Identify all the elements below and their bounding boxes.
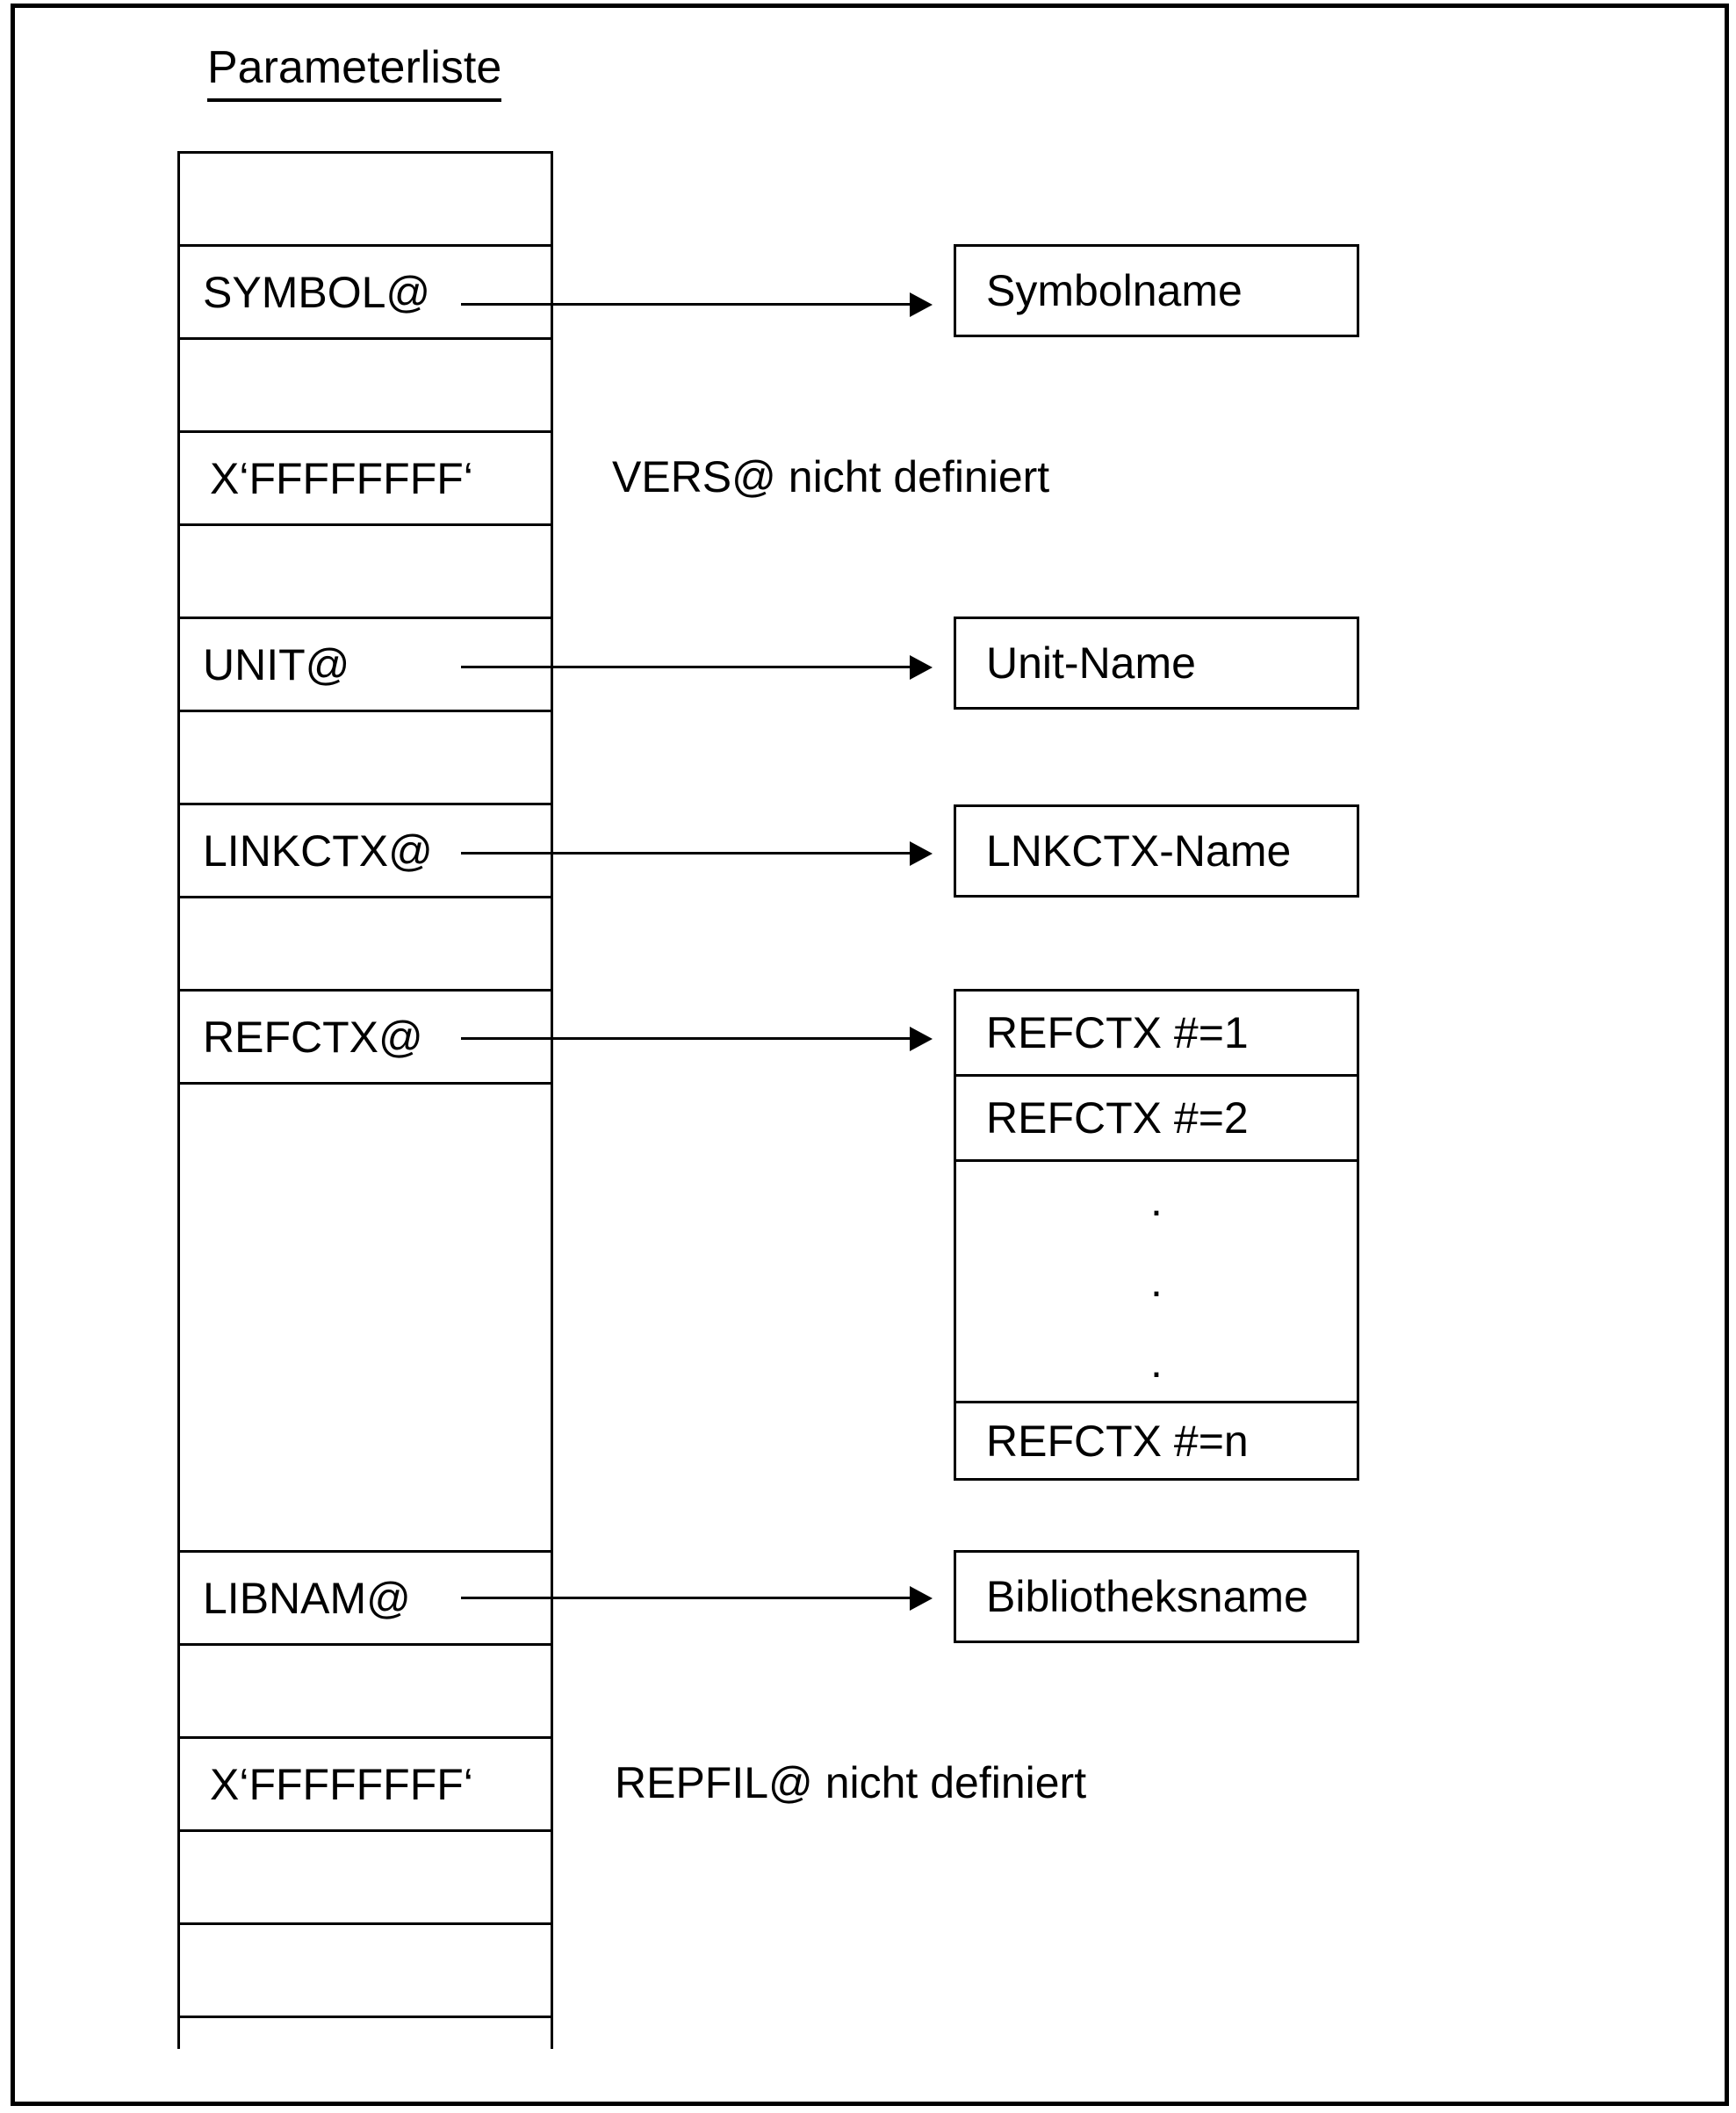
diagram-title-text: Parameterliste — [207, 42, 501, 102]
symbol-pointer-arrow — [461, 303, 910, 306]
parameter-list-table — [177, 151, 553, 2049]
cell-empty-5 — [180, 898, 551, 992]
box-lnkctx-name — [954, 804, 1359, 898]
refctx-ellipsis — [956, 1162, 1357, 1403]
cell-label: LIBNAM@ — [203, 1573, 411, 1623]
note-repfil-undefined: REPFIL@ nicht definiert — [615, 1758, 1087, 1807]
cell-libnam-at — [180, 1553, 551, 1646]
refctx-row-1-label: REFCTX #=1 — [986, 1008, 1249, 1057]
note-vers-undefined: VERS@ nicht definiert — [612, 452, 1050, 501]
cell-empty-top — [180, 154, 551, 247]
cell-label: X‘FFFFFFFF‘ — [210, 453, 473, 503]
arrowhead-icon — [910, 655, 933, 680]
unit-pointer-arrow — [461, 666, 910, 668]
diagram-title — [207, 42, 501, 102]
ellipsis-dot: . — [1150, 1176, 1163, 1225]
box-symbolname-label: Symbolname — [986, 266, 1243, 315]
box-lnkctx-name-label: LNKCTX-Name — [986, 826, 1292, 876]
cell-symbol-at — [180, 247, 551, 340]
refctx-pointer-arrow — [461, 1037, 910, 1040]
cell-empty-tall — [180, 1085, 551, 1553]
cell-label: LINKCTX@ — [203, 826, 433, 876]
box-unit-name-label: Unit-Name — [986, 638, 1196, 688]
cell-label: SYMBOL@ — [203, 267, 431, 317]
cell-vers-value — [180, 433, 551, 526]
refctx-row-2 — [956, 1077, 1357, 1162]
linkctx-pointer-arrow — [461, 852, 910, 855]
refctx-row-2-label: REFCTX #=2 — [986, 1093, 1249, 1143]
ellipsis-dot: . — [1150, 1338, 1163, 1387]
box-bibliotheksname — [954, 1550, 1359, 1643]
box-unit-name — [954, 617, 1359, 710]
arrowhead-icon — [910, 1586, 933, 1611]
cell-empty-6 — [180, 1646, 551, 1739]
libnam-pointer-arrow — [461, 1597, 910, 1599]
cell-empty-7 — [180, 1832, 551, 1925]
cell-empty-2 — [180, 340, 551, 433]
arrowhead-icon — [910, 1027, 933, 1051]
cell-repfil-value — [180, 1739, 551, 1832]
refctx-row-n — [956, 1403, 1357, 1478]
cell-empty-8 — [180, 1925, 551, 2018]
box-bibliotheksname-label: Bibliotheksname — [986, 1572, 1308, 1621]
box-symbolname — [954, 244, 1359, 337]
refctx-row-1 — [956, 992, 1357, 1077]
arrowhead-icon — [910, 292, 933, 317]
refctx-stack — [954, 989, 1359, 1481]
cell-empty-3 — [180, 526, 551, 619]
cell-label: UNIT@ — [203, 639, 350, 689]
cell-label: X‘FFFFFFFF‘ — [210, 1759, 473, 1809]
cell-open-end — [180, 2018, 551, 2049]
ellipsis-dot: . — [1150, 1257, 1163, 1306]
cell-empty-4 — [180, 712, 551, 805]
cell-label: REFCTX@ — [203, 1012, 423, 1062]
arrowhead-icon — [910, 841, 933, 866]
refctx-row-n-label: REFCTX #=n — [986, 1416, 1249, 1466]
